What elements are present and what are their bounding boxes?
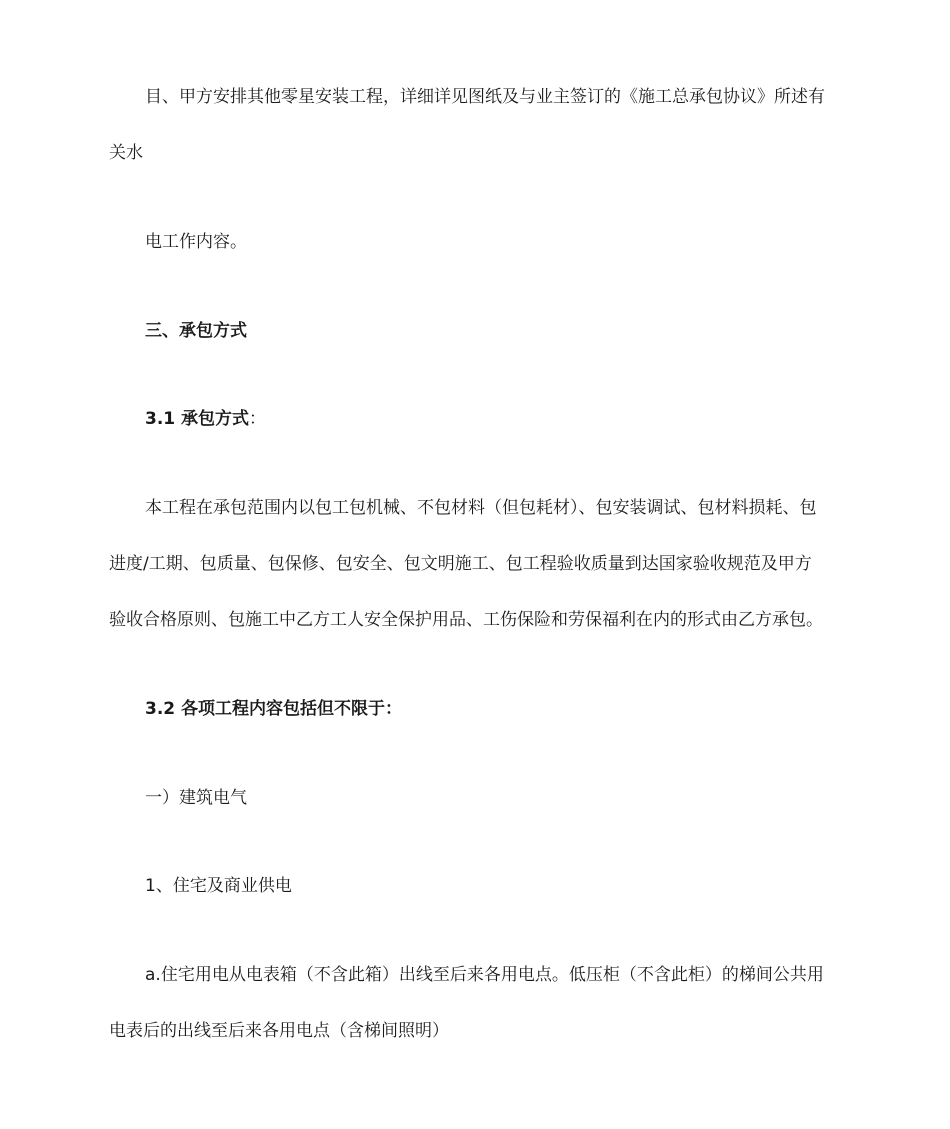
paragraph-line: 电表后的出线至后来各用电点（含梯间照明） (109, 1021, 449, 1041)
subsection-heading-colon: ： (249, 409, 267, 429)
paragraph-line: 关水 (109, 143, 143, 163)
paragraph-line: 本工程在承包范围内以包工包机械、不包材料（但包耗材）、包安装调试、包材料损耗、包 (145, 498, 817, 518)
section-heading: 三、承包方式 (145, 321, 247, 341)
list-item: 1、住宅及商业供电 (145, 876, 292, 896)
subsection-heading: 3.2 各项工程内容包括但不限于： (145, 699, 403, 719)
subsection-heading (145, 407, 889, 431)
subsection-heading-title: 3.1 承包方式 (145, 409, 250, 429)
paragraph-line: a.住宅用电从电表箱（不含此箱）出线至后来各用电点。低压柜（不含此柜）的梯间公共用 (145, 965, 824, 985)
paragraph-line: 进度/工期、包质量、包保修、包安全、包文明施工、包工程验收质量到达国家验收规范及甲方 (109, 554, 812, 574)
paragraph-line: 目、甲方安排其他零星安装工程，详细详见图纸及与业主签订的《施工总承包协议》所述有 (145, 87, 825, 107)
list-heading: 一）建筑电气 (145, 788, 247, 808)
paragraph-line: 电工作内容。 (145, 232, 247, 252)
paragraph-line: 验收合格原则、包施工中乙方工人安全保护用品、工伤保险和劳保福利在内的形式由乙方承包。 (109, 610, 823, 630)
